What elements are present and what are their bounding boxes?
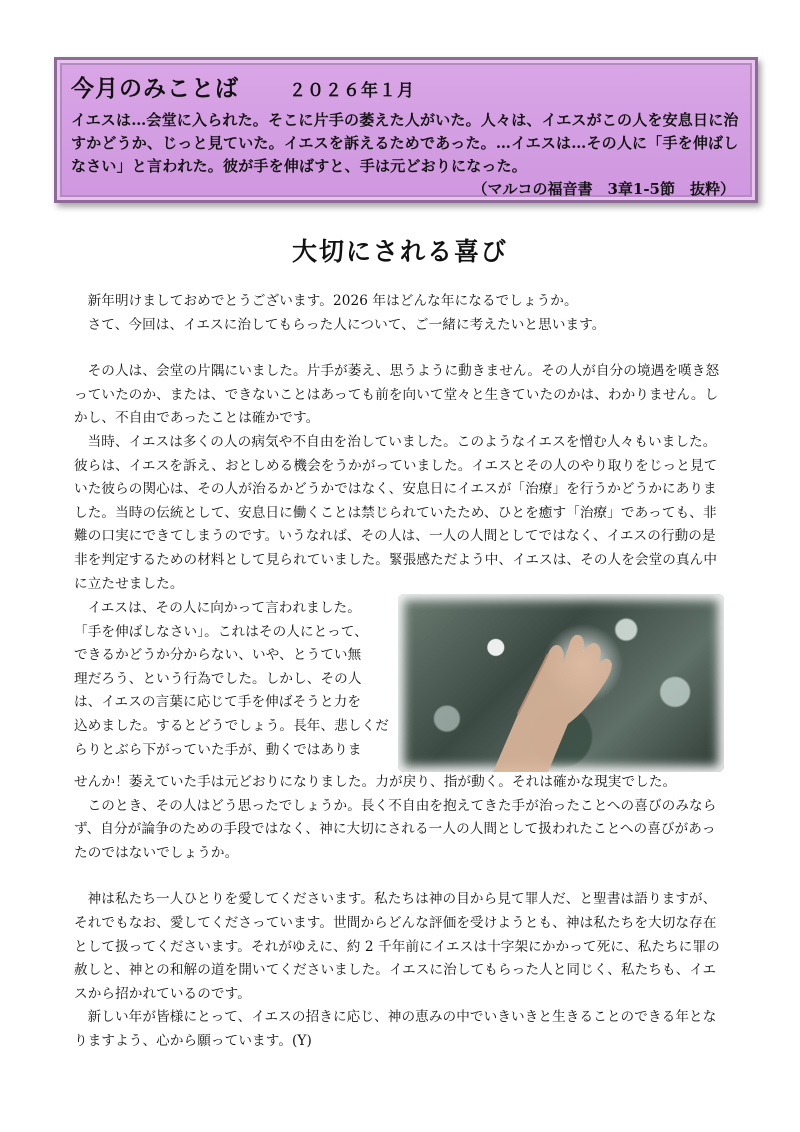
verse-title-row xyxy=(71,70,741,103)
p3-line-5: は、イエスの言葉に応じて手を伸ばそうと力を xyxy=(74,694,362,711)
p3-line-3: できるかどうか分からない、いや、とうてい無 xyxy=(74,647,362,664)
verse-text: イエスは…会堂に入られた。そこに片手の萎えた人がいた。人々は、イエスがこの人を安息日に治すかどうか、じっと見ていた。イエスを訴えるためであった。…イエスは…その人に「手を伸ばしなさい」と言われた。彼が手を伸ばすと、手は元どおりになった。 xyxy=(71,111,739,175)
paragraph-5: 神は私たち一人ひとりを愛してくださいます。私たちは神の目から見て罪人だ、と聖書は語りますが、それでもなお、愛してくださっています。世間からどんな評価を受けようとも、神は私たちを大切な存在として扱ってくださいます。それがゆえに、約 2 千年前にイエスは十字架にかかって死に、私たちに罪の赦しと、神との和解の道を開いてくださいました。イエスに治してもらった人と同じく、私たちも、イエスから招かれているのです。 xyxy=(74,891,720,1002)
hand-icon xyxy=(398,594,724,772)
verse-date: ２０２６年１月 xyxy=(289,81,415,101)
intro-paragraph-1: 新年明けましておめでとうございます。2026 年はどんな年になるでしょうか。 xyxy=(87,293,578,309)
verse-source: （マルコの福音書 3章1-5節 抜粋） xyxy=(472,180,735,198)
p3-line-6: 込めました。するとどうでしょう。長年、悲しくだ xyxy=(74,717,389,734)
article-body-continued xyxy=(74,771,726,1054)
paragraph-3-wrapped xyxy=(74,597,396,762)
paragraph-2: 当時、イエスは多くの人の病気や不自由を治していました。このようなイエスを憎む人々もいました。彼らは、イエスを訴え、おとしめる機会をうかがっていました。イエスとその人のやり取りをじっと見ていた彼らの関心は、その人が治るかどうかではなく、安息日にイエスが「治療」を行うかどうかにありました。当時の伝統として、安息日に働くことは禁じられていたため、ひとを癒す「治療」であっても、非難の口実にできてしまうのです。いうなれば、その人は、一人の人間としてではなく、イエスの行動の是非を判定するための材料として見られていました。緊張感ただよう中、イエスは、その人を会堂の真ん中に立たせました。 xyxy=(74,433,718,592)
monthly-verse-box xyxy=(54,57,758,203)
p3-line-7: らりとぶら下がっていた手が、動くではありま xyxy=(74,741,362,758)
paragraph-6: 新しい年が皆様にとって、イエスの招きに応じ、神の恵みの中でいきいきと生きることのできる年となりますよう、心から願っています。(Y) xyxy=(74,1009,717,1049)
paragraph-4: このとき、その人はどう思ったでしょうか。長く不自由を抱えてきた手が治ったことへの喜びのみならず、自分が論争のための手段ではなく、神に大切にされる一人の人間として扱われたことへの喜びがあったのではないでしょうか。 xyxy=(74,797,717,861)
article-title: 大切にされる喜び xyxy=(291,237,508,266)
p3-line-1: イエスは、その人に向かって言われました。 xyxy=(87,600,361,616)
p3-line-2: 「手を伸ばしなさい」。これはその人にとって、 xyxy=(74,623,368,640)
hand-reaching-photo xyxy=(398,594,724,772)
article-intro xyxy=(74,290,726,596)
intro-paragraph-2: さて、今回は、イエスに治してもらった人について、ご一緒に考えたいと思います。 xyxy=(87,316,606,333)
p3-line-4: 理だろう、という行為でした。しかし、その人 xyxy=(74,670,362,687)
paragraph-3-end: せんか！萎えていた手は元どおりになりました。力が戻り、指が動く。それは確かな現実でした。 xyxy=(74,774,677,790)
paragraph-1: その人は、会堂の片隅にいました。片手が萎え、思うように動きません。その人が自分の境遇を嘆き怒っていたのか、または、できないことはあっても前を向いて堂々と生きていたのかは、わかりません。しかし、不自由であったことは確かです。 xyxy=(74,363,720,427)
verse-heading: 今月のみことば xyxy=(71,76,239,102)
